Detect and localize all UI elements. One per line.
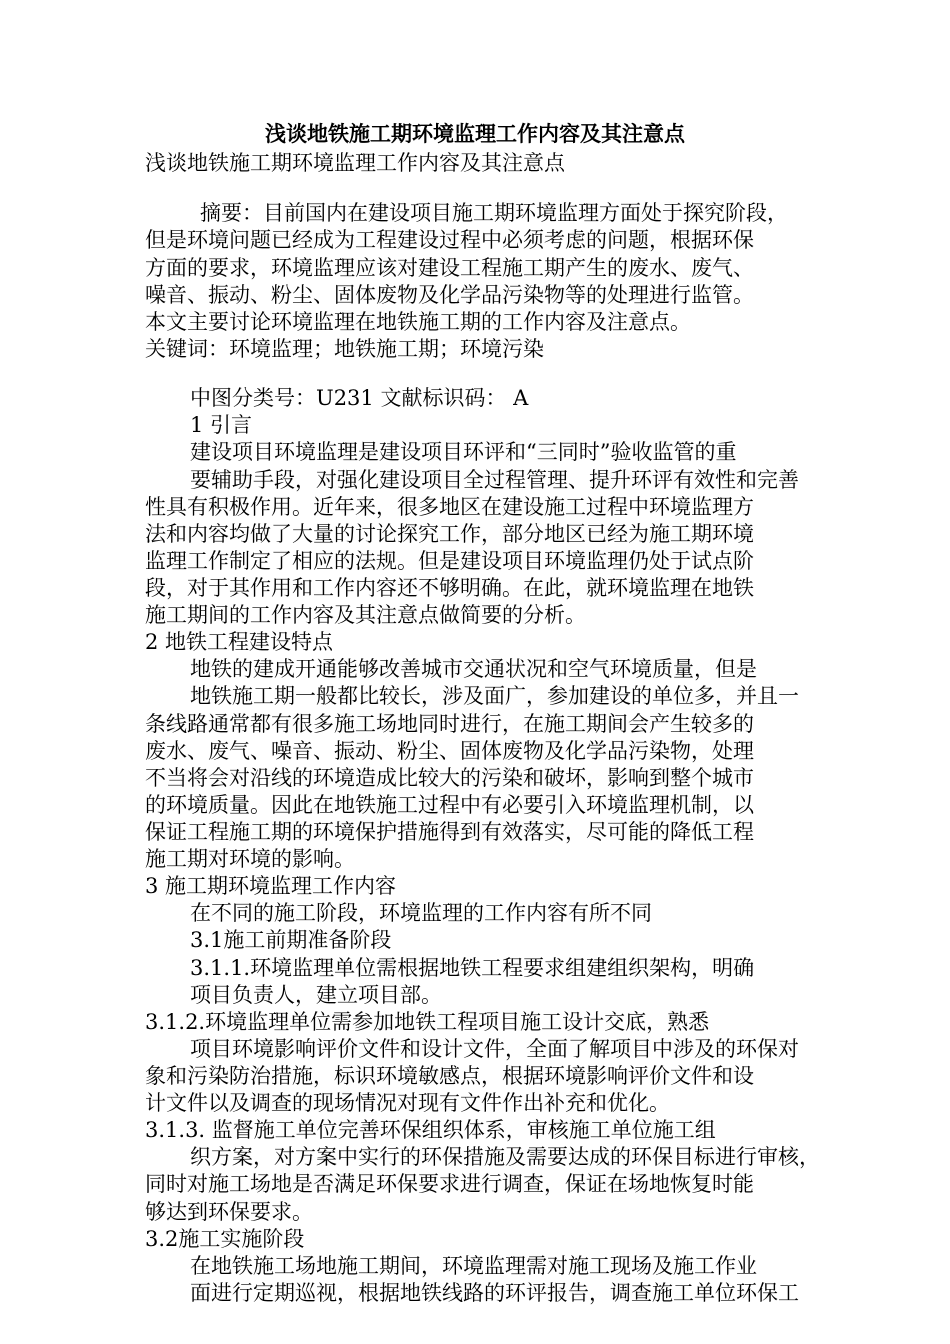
body-text-line: 段，对于其作用和工作内容还不够明确。在此，就环境监理在地铁 — [145, 576, 754, 600]
body-text-line: 不当将会对沿线的环境造成比较大的污染和破坏，影响到整个城市 — [145, 766, 754, 790]
body-text-line: 2 地铁工程建设特点 — [145, 630, 334, 654]
body-text-line: 要辅助手段，对强化建设项目全过程管理、提升环评有效性和完善 — [190, 468, 799, 492]
body-text-line: 但是环境问题已经成为工程建设过程中必须考虑的问题，根据环保 — [145, 228, 754, 252]
body-text-line: 3.1.1.环境监理单位需根据地铁工程要求组建组织架构，明确 — [190, 956, 755, 980]
body-text-line: 3.1.3. 监督施工单位完善环保组织体系，审核施工单位施工组 — [145, 1118, 716, 1142]
body-text-line: 的环境质量。因此在地铁施工过程中有必要引入环境监理机制，以 — [145, 793, 754, 817]
body-text-line: 施工期间的工作内容及其注意点做简要的分析。 — [145, 603, 586, 627]
body-text-line: 保证工程施工期的环境保护措施得到有效落实，尽可能的降低工程 — [145, 820, 754, 844]
body-text-line: 在不同的施工阶段，环境监理的工作内容有所不同 — [190, 901, 652, 925]
body-text-line: 计文件以及调查的现场情况对现有文件作出补充和优化。 — [145, 1091, 670, 1115]
body-text-line: 废水、废气、噪音、振动、粉尘、固体废物及化学品污染物，处理 — [145, 739, 754, 763]
body-text-line: 3.1施工前期准备阶段 — [190, 928, 392, 952]
body-text-line: 监理工作制定了相应的法规。但是建设项目环境监理仍处于试点阶 — [145, 549, 754, 573]
body-text-line: 性具有积极作用。近年来，很多地区在建设施工过程中环境监理方 — [145, 495, 754, 519]
subtitle-line: 浅谈地铁施工期环境监理工作内容及其注意点 — [145, 151, 565, 175]
body-text-line: 方面的要求，环境监理应该对建设工程施工期产生的废水、废气、 — [145, 256, 754, 280]
body-text-line: 施工期对环境的影响。 — [145, 847, 355, 871]
document-title: 浅谈地铁施工期环境监理工作内容及其注意点 — [265, 121, 685, 146]
body-text-line: 噪音、振动、粉尘、固体废物及化学品污染物等的处理进行监管。 — [145, 283, 754, 307]
body-text-line: 同时对施工场地是否满足环保要求进行调查，保证在场地恢复时能 — [145, 1172, 754, 1196]
body-text-line: 关键词：环境监理；地铁施工期；环境污染 — [145, 337, 544, 361]
body-text-line: 3 施工期环境监理工作内容 — [145, 874, 397, 898]
body-text-line: 地铁施工期一般都比较长，涉及面广，参加建设的单位多，并且一 — [190, 684, 799, 708]
body-text-line: 象和污染防治措施，标识环境敏感点，根据环境影响评价文件和设 — [145, 1064, 754, 1088]
body-text-line: 3.2施工实施阶段 — [145, 1227, 305, 1251]
body-text-line: 地铁的建成开通能够改善城市交通状况和空气环境质量，但是 — [190, 657, 757, 681]
body-text-line: 条线路通常都有很多施工场地同时进行，在施工期间会产生较多的 — [145, 712, 754, 736]
body-text-line: 项目负责人，建立项目部。 — [190, 983, 442, 1007]
body-text-line: 够达到环保要求。 — [145, 1200, 313, 1224]
body-text-line: 织方案，对方案中实行的环保措施及需要达成的环保目标进行审核， — [190, 1145, 820, 1169]
body-text-line: 中图分类号：U231 文献标识码： A — [190, 386, 529, 410]
body-text-line: 建设项目环境监理是建设项目环评和“三同时”验收监管的重 — [190, 440, 737, 464]
body-text-line: 面进行定期巡视，根据地铁线路的环评报告，调查施工单位环保工 — [190, 1281, 799, 1305]
body-text-line: 法和内容均做了大量的讨论探究工作，部分地区已经为施工期环境 — [145, 522, 754, 546]
body-text-line: 摘要：目前国内在建设项目施工期环境监理方面处于探究阶段， — [200, 201, 788, 225]
body-text-line: 在地铁施工场地施工期间，环境监理需对施工现场及施工作业 — [190, 1254, 757, 1278]
body-text-line: 本文主要讨论环境监理在地铁施工期的工作内容及注意点。 — [145, 310, 691, 334]
body-text-line: 1 引言 — [190, 413, 253, 437]
body-text-line: 项目环境影响评价文件和设计文件，全面了解项目中涉及的环保对 — [190, 1037, 799, 1061]
body-text-line: 3.1.2.环境监理单位需参加地铁工程项目施工设计交底，熟悉 — [145, 1010, 710, 1034]
